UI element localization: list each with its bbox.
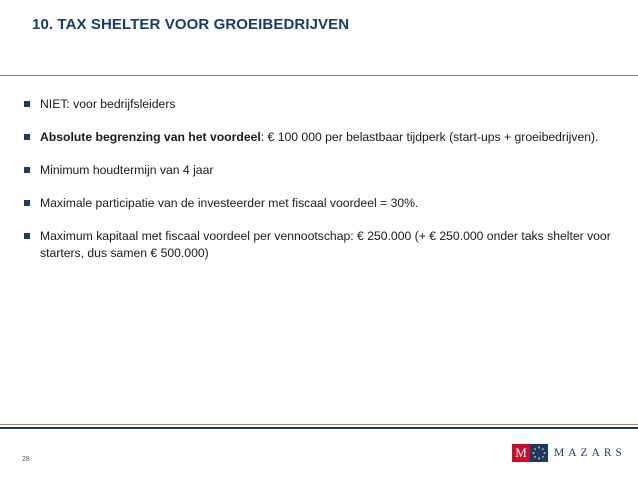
mazars-logo-icon bbox=[512, 444, 548, 462]
bullet-item bbox=[24, 162, 624, 179]
page-title: 10. TAX SHELTER VOOR GROEIBEDRIJVEN bbox=[32, 16, 350, 33]
bullet-square-icon bbox=[24, 101, 30, 107]
mazars-logo bbox=[512, 443, 626, 463]
bullet-square-icon bbox=[24, 167, 30, 173]
bullet-bold-text: Absolute begrenzing van het voordeel bbox=[40, 130, 261, 144]
bullet-text: Maximale participatie van de investeerder met fiscaal voordeel = 30%. bbox=[40, 196, 419, 210]
footer-divider-orange bbox=[0, 424, 638, 425]
logo-wordmark: MAZARS bbox=[554, 447, 626, 459]
bullet-text: Minimum houdtermijn van 4 jaar bbox=[40, 163, 214, 177]
bullet-square-icon bbox=[24, 200, 30, 206]
bullet-text: NIET: voor bedrijfsleiders bbox=[40, 97, 176, 111]
logo-letter: M bbox=[512, 444, 530, 462]
bullet-item bbox=[24, 129, 624, 146]
bullet-text: Maximum kapitaal met fiscaal voordeel per vennootschap: € 250.000 (+ € 250.000 onder taks shelter voor starters, dus samen € 500.000) bbox=[40, 229, 611, 260]
bullet-square-icon bbox=[24, 134, 30, 140]
title-divider bbox=[0, 75, 638, 76]
page-number: 28 bbox=[22, 456, 30, 463]
bullet-item bbox=[24, 195, 624, 212]
star-icon bbox=[530, 444, 548, 462]
bullet-list bbox=[24, 96, 624, 278]
bullet-item bbox=[24, 228, 624, 262]
bullet-square-icon bbox=[24, 233, 30, 239]
footer-divider-blue bbox=[0, 427, 638, 429]
bullet-text: : € 100 000 per belastbaar tijdperk (start-ups + groeibedrijven). bbox=[260, 130, 599, 144]
bullet-item bbox=[24, 96, 624, 113]
